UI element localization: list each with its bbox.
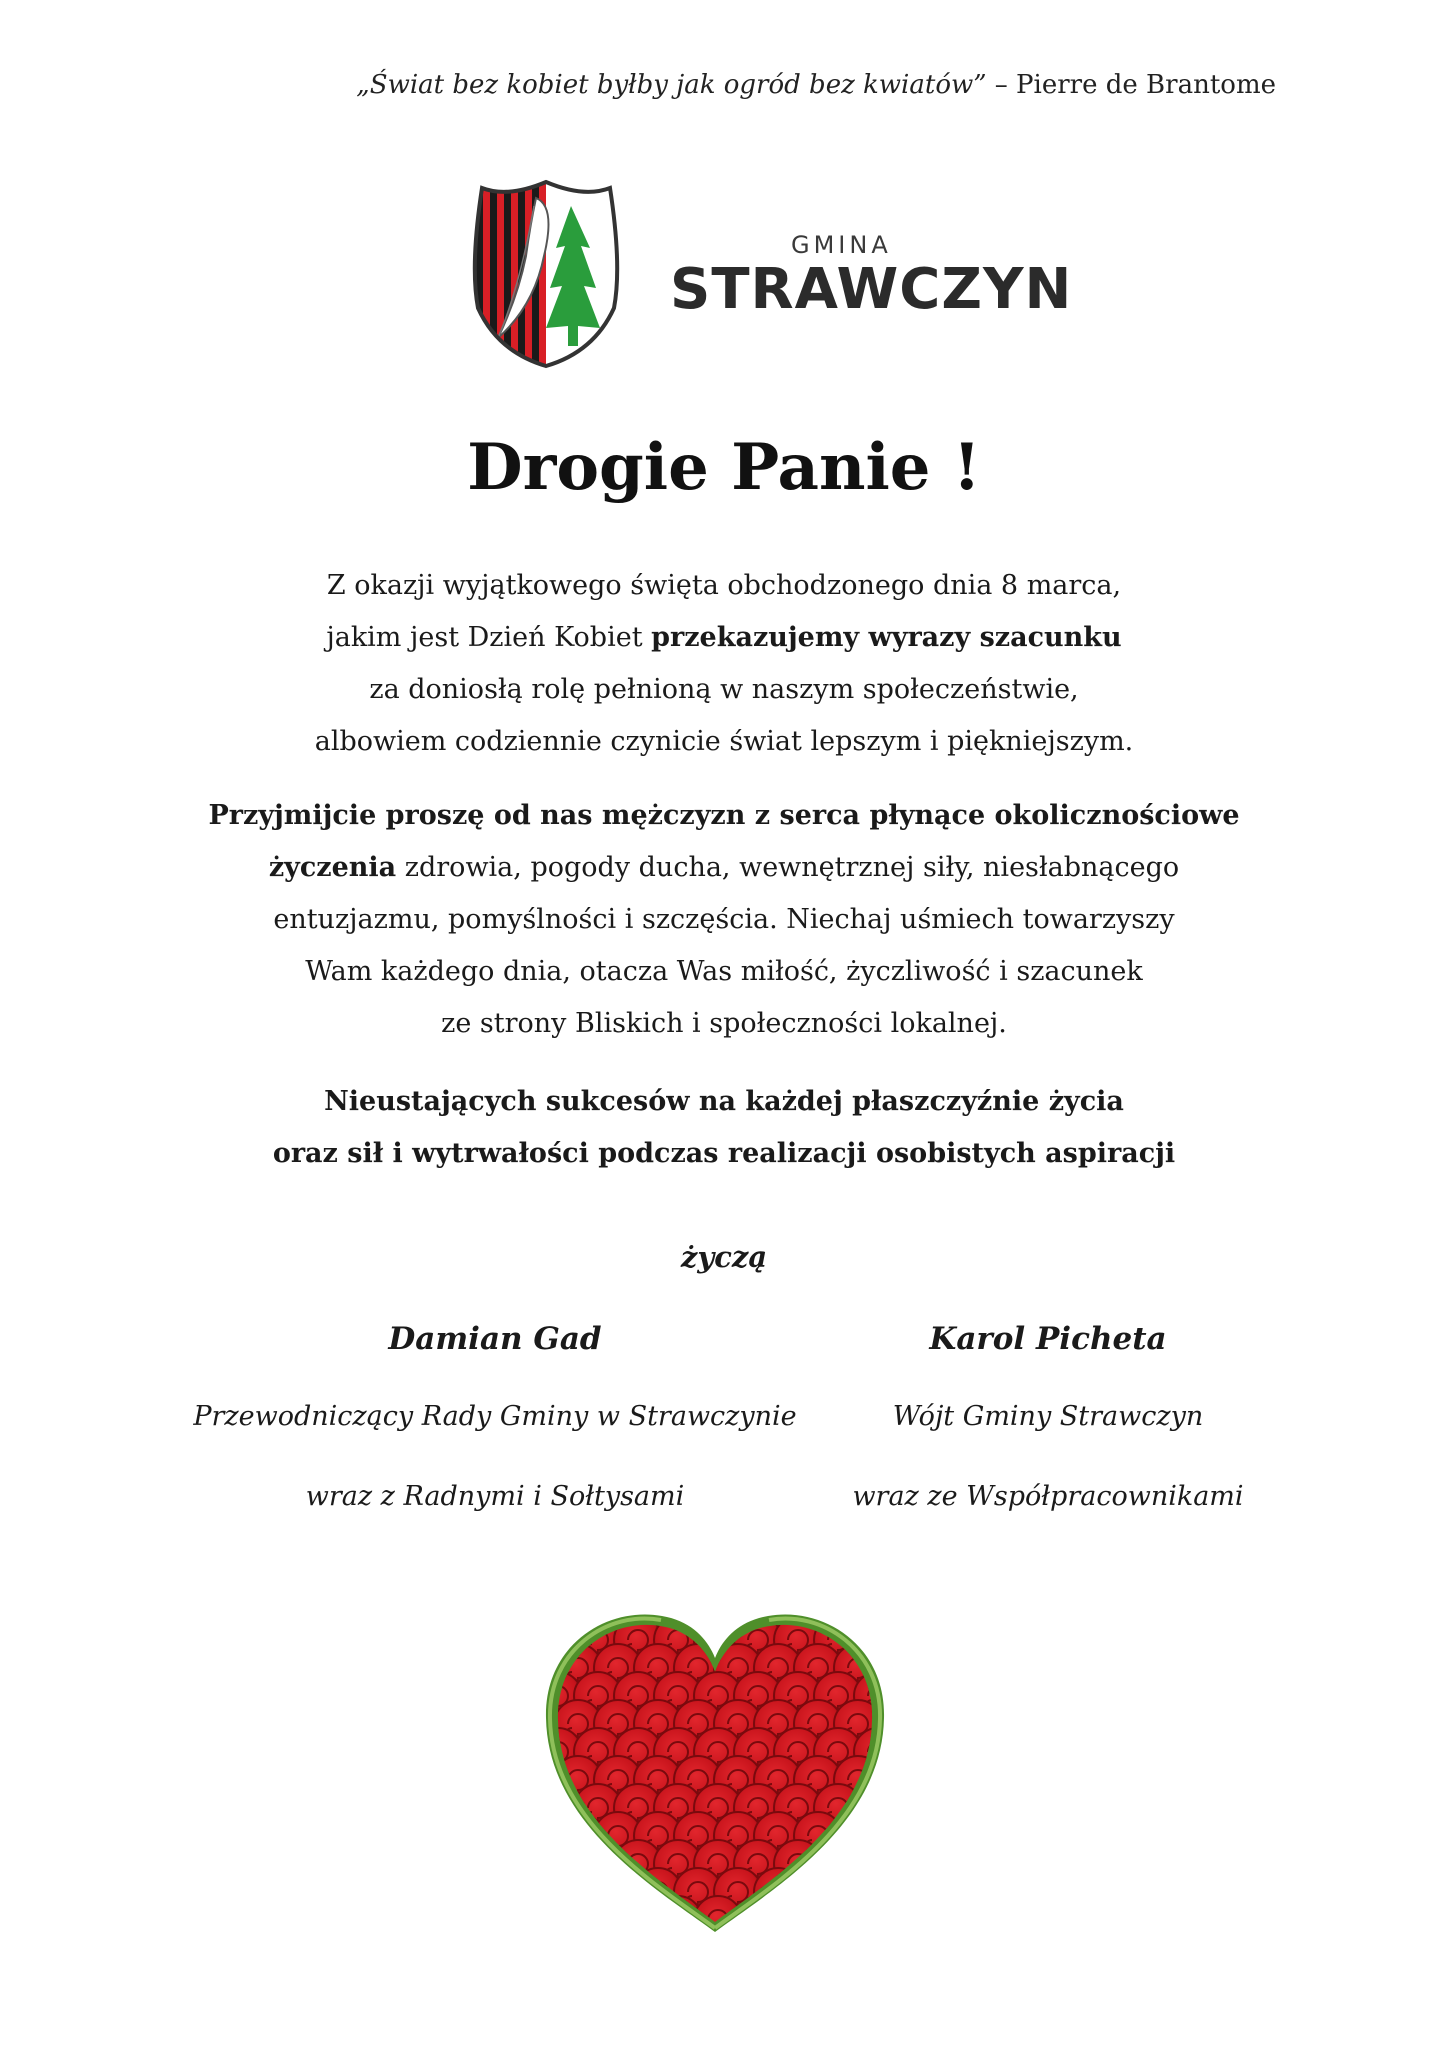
p2-line-3: entuzjazmu, pomyślności i szczęścia. Niechaj uśmiech towarzyszy bbox=[273, 904, 1175, 935]
p1-line-4: albowiem codziennie czynicie świat lepszym i piękniejszym. bbox=[314, 726, 1134, 757]
p2-line-1 bbox=[100, 790, 1348, 842]
p1-line-2-bold: przekazujemy wyrazy szacunku bbox=[651, 622, 1122, 653]
p1-line-2-plain: jakim jest Dzień Kobiet bbox=[326, 622, 652, 653]
signatory-left bbox=[165, 1318, 825, 1556]
signatory-with: wraz z Radnymi i Sołtysami bbox=[305, 1481, 685, 1512]
p2-line-1-bold: Przyjmijcie proszę od nas mężczyzn z serca płynące okolicznościowe bbox=[208, 800, 1240, 831]
p1-line-1: Z okazji wyjątkowego święta obchodzonego dnia 8 marca, bbox=[326, 570, 1122, 601]
motto-text: „Świat bez kobiet byłby jak ogród bez kwiatów” bbox=[356, 70, 987, 100]
p2-line-2-plain: zdrowia, pogody ducha, wewnętrznej siły, niesłabnącego bbox=[396, 852, 1180, 883]
logo-label-small: GMINA bbox=[791, 231, 892, 259]
signatory-role: Wójt Gminy Strawczyn bbox=[892, 1401, 1204, 1432]
paragraph-1 bbox=[100, 560, 1348, 768]
signatory-with: wraz ze Współpracownikami bbox=[852, 1481, 1244, 1512]
signatory-name: Damian Gad bbox=[388, 1321, 602, 1357]
p2-line-4: Wam każdego dnia, otacza Was miłość, życzliwość i szacunek bbox=[305, 956, 1143, 987]
logo-label-big: STRAWCZYN bbox=[670, 257, 1073, 322]
signatory-role: Przewodniczący Rady Gminy w Strawczynie bbox=[193, 1401, 797, 1432]
paragraph-2 bbox=[100, 790, 1348, 1050]
coat-of-arms-icon bbox=[468, 176, 624, 372]
p2-line-2 bbox=[100, 842, 1348, 894]
page-title: Drogie Panie ! bbox=[467, 430, 981, 505]
p2-line-2-bold: życzenia bbox=[268, 852, 397, 883]
closing-word: życzą bbox=[680, 1240, 768, 1274]
p1-line-3: za doniosłą rolę pełnioną w naszym społeczeństwie, bbox=[369, 674, 1079, 705]
p1-line-2 bbox=[100, 612, 1348, 664]
signatory-right bbox=[738, 1318, 1358, 1556]
motto-author: – Pierre de Brantome bbox=[994, 70, 1276, 100]
p3-line-1: Nieustających sukcesów na każdej płaszczyźnie życia bbox=[324, 1086, 1124, 1117]
p3-line-2: oraz sił i wytrwałości podczas realizacji osobistych aspiracji bbox=[272, 1138, 1176, 1169]
gmina-logo bbox=[468, 176, 1073, 376]
paragraph-3 bbox=[100, 1076, 1348, 1180]
signatory-name: Karol Picheta bbox=[929, 1321, 1167, 1357]
motto-quote bbox=[356, 70, 1276, 100]
p2-line-5: ze strony Bliskich i społeczności lokalnej. bbox=[441, 1008, 1007, 1039]
rose-heart-icon bbox=[540, 1600, 890, 1940]
